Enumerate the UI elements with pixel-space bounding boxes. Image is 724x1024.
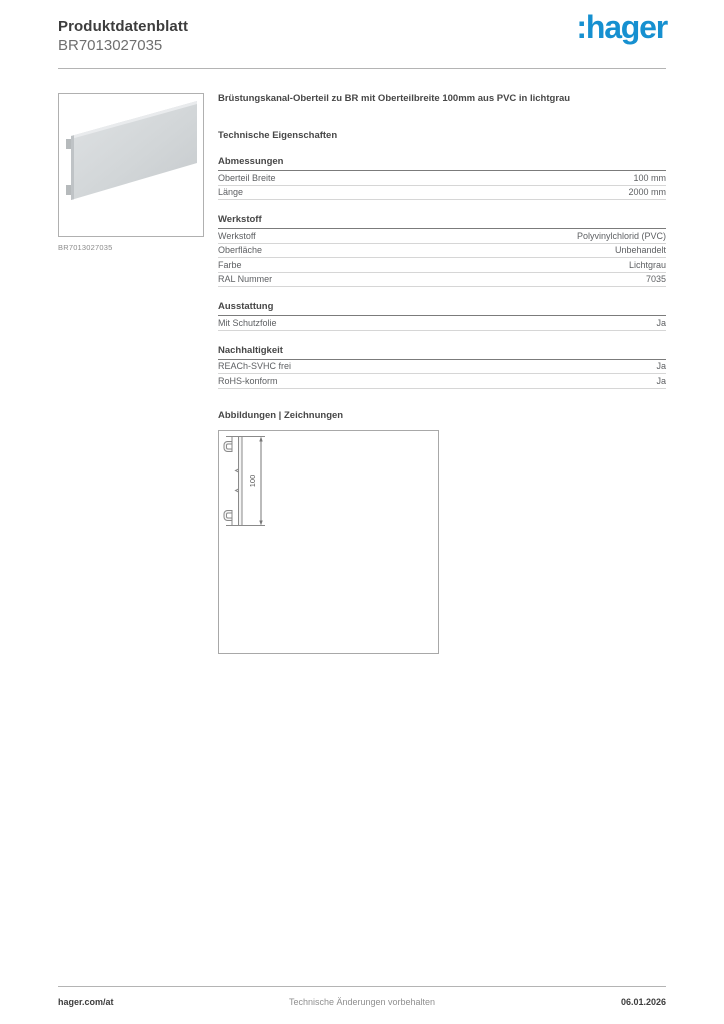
product-number: BR7013027035 <box>58 37 163 54</box>
doc-footer <box>58 997 666 1007</box>
spec-value: 7035 <box>645 274 666 285</box>
spec-value: Ja <box>656 375 666 386</box>
table-row <box>218 171 666 186</box>
footer-notice: Technische Änderungen vorbehalten <box>288 997 436 1007</box>
table-row <box>218 186 666 201</box>
footer-divider <box>58 986 666 987</box>
table-row <box>218 229 666 244</box>
spec-label: RAL Nummer <box>218 274 273 285</box>
spec-value: 2000 mm <box>628 187 666 198</box>
spec-label: Länge <box>218 187 244 198</box>
hager-logo: :hager <box>576 9 667 45</box>
technical-drawing <box>219 431 438 653</box>
section-heading: Werkstoff <box>218 214 666 229</box>
product-image-frame <box>58 93 204 237</box>
spec-value: Ja <box>656 317 666 328</box>
product-image <box>59 94 205 238</box>
table-row <box>218 374 666 389</box>
section-ausstattung <box>218 301 666 331</box>
spec-label: Mit Schutzfolie <box>218 317 277 328</box>
dimension-label: 100 <box>248 474 257 487</box>
tech-properties-heading: Technische Eigenschaften <box>218 130 338 141</box>
spec-value: Unbehandelt <box>614 245 666 256</box>
content-column <box>218 93 666 654</box>
product-image-caption: BR7013027035 <box>58 243 113 252</box>
table-row <box>218 360 666 375</box>
table-row <box>218 258 666 273</box>
footer-website-link[interactable]: hager.com/at <box>58 997 114 1007</box>
table-row <box>218 316 666 331</box>
spec-label: RoHS-konform <box>218 375 278 386</box>
spec-value: Lichtgrau <box>628 259 666 270</box>
technical-drawing-frame <box>218 430 439 654</box>
spec-label: Farbe <box>218 259 242 270</box>
spec-value: Polyvinylchlorid (PVC) <box>576 230 666 241</box>
drawings-heading: Abbildungen | Zeichnungen <box>218 409 344 421</box>
section-nachhaltigkeit <box>218 345 666 389</box>
section-werkstoff <box>218 214 666 287</box>
spec-label: REACh-SVHC frei <box>218 361 292 372</box>
spec-label: Werkstoff <box>218 230 256 241</box>
doc-header <box>58 17 188 55</box>
page-title: Produktdatenblatt <box>58 18 189 35</box>
header-divider <box>58 68 666 69</box>
spec-label: Oberteil Breite <box>218 172 276 183</box>
spec-value: 100 mm <box>633 172 666 183</box>
spec-value: Ja <box>656 361 666 372</box>
section-abmessungen <box>218 156 666 200</box>
spec-label: Oberfläche <box>218 245 263 256</box>
product-title: Brüstungskanal-Oberteil zu BR mit Oberteilbreite 100mm aus PVC in lichtgrau <box>218 93 571 104</box>
section-heading: Nachhaltigkeit <box>218 345 666 360</box>
footer-date: 06.01.2026 <box>620 997 666 1007</box>
table-row <box>218 244 666 259</box>
table-row <box>218 273 666 288</box>
section-heading: Abmessungen <box>218 156 666 171</box>
section-heading: Ausstattung <box>218 301 666 316</box>
